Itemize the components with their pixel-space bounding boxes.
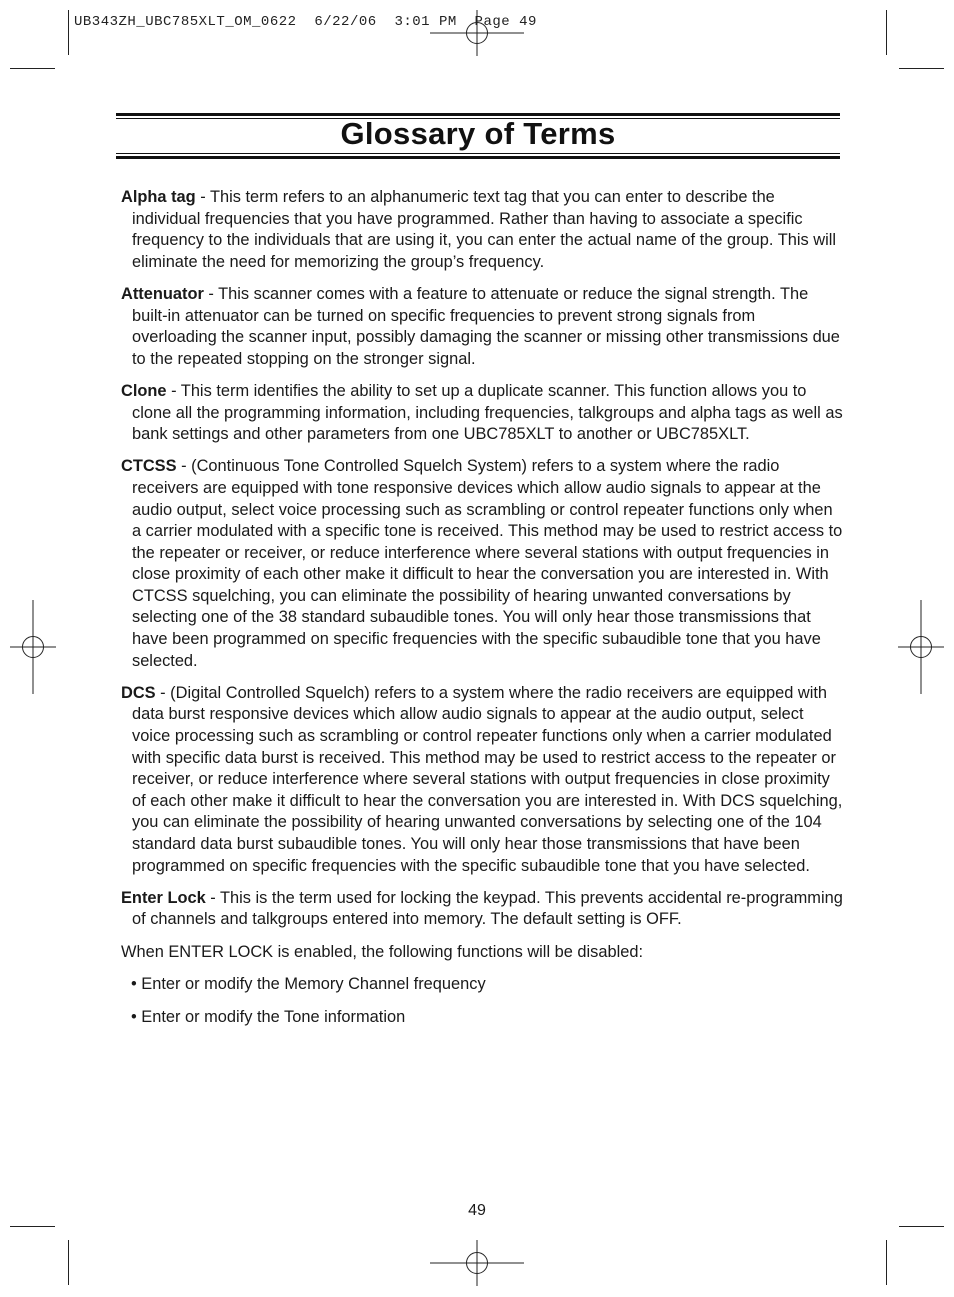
term: Enter Lock [121,888,206,907]
term: DCS [121,683,156,702]
definition: - This term refers to an alphanumeric text tag that you can enter to describe the individual frequencies that you have programmed. Rather than having to associate a specific frequency to the individuals that are using it, you can enter the actual name of the group. This will eliminate the need for memorizing the group’s frequency. [132,188,836,271]
definition: - This scanner comes with a feature to attenuate or reduce the signal strength. The built-in attenuator can be turned on specific frequencies to prevent strong signals from overloading the scanner input, possibly damaging the scanner or missing other transmissions due to the repeated stopping on the stronger signal. [132,284,840,368]
term: Attenuator [121,284,204,303]
glossary-entry-ctcss [121,456,843,672]
crop-mark-top-right-horizontal [899,68,944,69]
definition: - This is the term used for locking the keypad. This prevents accidental re-programming of channels and talkgroups entered into memory. The default setting is OFF. [132,888,843,929]
definition: - (Digital Controlled Squelch) refers to a system where the radio receivers are equipped with data burst responsive devices which allow audio signals to appear at the audio output, select voice processing such as scrambling or control repeater functions only when a carrier modulated with specific data burst is received. This method may be used to restrict access to the repeater or receiver, or reduce interference where several stations with output frequencies in close proximity of each other make it difficult to hear the conversation you are interested in. With DCS squelching, you can eliminate the possibility of hearing unwanted conversations by selecting one of the 104 standard data burst subaudible tones. You will only hear those transmissions that have been programmed on specific frequencies with the specific subaudible tone that you have selected. [132,683,843,875]
title-rule-bottom-thick [116,156,840,159]
page-number: 49 [468,1202,486,1219]
registration-mark-bottom-icon [430,1240,524,1286]
enter-lock-note: When ENTER LOCK is enabled, the following functions will be disabled: [121,942,644,961]
crop-mark-top-left-horizontal [10,68,55,69]
glossary-entry-alpha-tag [121,187,843,273]
crop-mark-bottom-left-vertical [68,1240,69,1285]
term: CTCSS [121,457,177,476]
registration-mark-left-icon [10,600,56,694]
registration-mark-top-icon [430,10,524,56]
glossary-entry-clone [121,381,843,446]
crop-mark-bottom-right-horizontal [899,1226,944,1227]
definition: - This term identifies the ability to set up a duplicate scanner. This function allows you to clone all the programming information, including frequencies, talkgroups and alpha tags as well as bank settings and other parameters from one UBC785XLT to another or UBC785XLT. [132,381,843,444]
crop-mark-top-right-vertical [886,10,887,55]
print-slug: UB343ZH_UBC785XLT_OM_0622 6/22/06 3:01 PM Page 49 [74,14,537,30]
glossary-content [121,187,843,1039]
bullet-item: • Enter or modify the Memory Channel frequency [131,975,486,994]
registration-mark-right-icon [898,600,944,694]
page-title: Glossary of Terms [340,116,616,151]
glossary-entry-dcs [121,683,843,877]
glossary-entry-attenuator [121,284,843,370]
term: Clone [121,381,167,400]
crop-mark-top-left-vertical [68,10,69,55]
term: Alpha tag [121,188,196,206]
bullet-item: • Enter or modify the Tone information [131,1007,406,1026]
definition: - (Continuous Tone Controlled Squelch System) refers to a system where the radio receivers are equipped with tone responsive devices which allow audio signals to appear at the audio output, select voice processing such as scrambling or control repeater functions only when a carrier modulated with a specific tone is received. This method may be used to restrict access to the repeater or receiver, or reduce interference where several stations with output frequencies in close proximity of each other make it difficult to hear the conversation you are interested in. With CTCSS squelching, you can eliminate the possibility of hearing unwanted conversations by selecting one of the 38 standard subaudible tones. You will only hear those transmissions that have been programmed on specific frequencies with the specific subaudible tone that you have selected. [132,457,843,670]
glossary-entry-enter-lock [121,888,843,931]
crop-mark-bottom-left-horizontal [10,1226,55,1227]
crop-mark-bottom-right-vertical [886,1240,887,1285]
title-rule-bottom-thin [116,153,840,154]
